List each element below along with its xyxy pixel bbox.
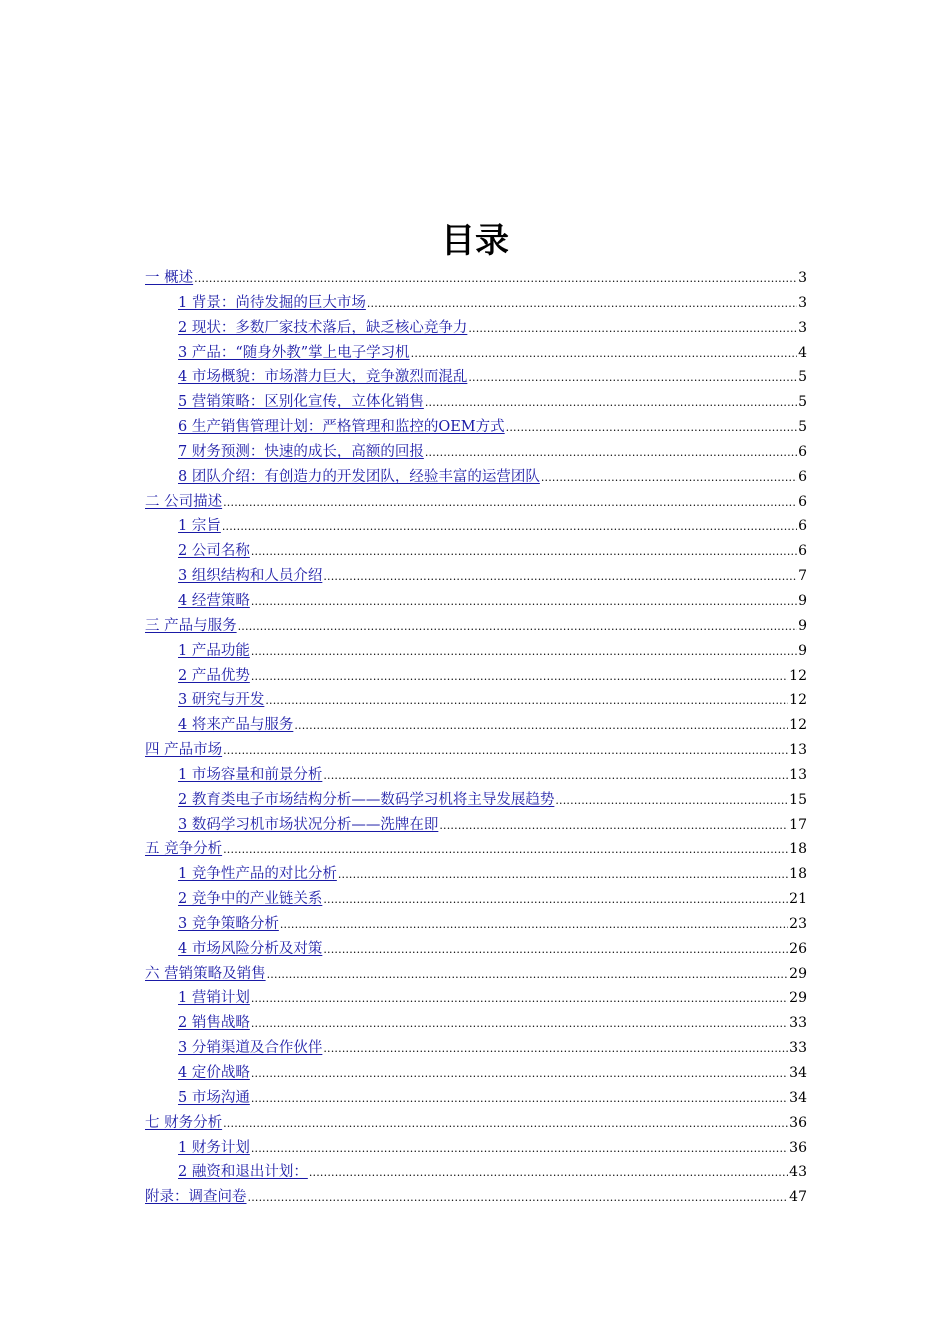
dot-leader	[323, 938, 788, 963]
dot-leader	[555, 789, 788, 814]
toc-page-number: 13	[789, 766, 807, 783]
toc-page-number: 23	[789, 915, 807, 932]
dot-leader	[251, 665, 788, 690]
toc-entry	[145, 664, 807, 689]
page-title: 目录	[441, 221, 509, 261]
toc-entry	[145, 291, 807, 316]
dot-leader	[439, 814, 788, 839]
toc-entry	[145, 316, 807, 341]
toc-entry	[145, 465, 807, 490]
dot-leader	[294, 714, 788, 739]
toc-entry	[145, 365, 807, 390]
toc-page-number: 21	[789, 891, 807, 908]
dot-leader	[411, 342, 797, 367]
dot-leader	[251, 640, 797, 665]
dot-leader	[265, 689, 788, 714]
toc-entry-link[interactable]: 3 数码学习机市场状况分析——洗牌在即	[178, 816, 439, 833]
toc-entry	[145, 937, 807, 962]
toc-entry-link[interactable]: 2 现状：多数厂家技术落后，缺乏核心竞争力	[178, 319, 468, 336]
toc-entry	[145, 390, 807, 415]
toc-entry-link[interactable]: 5 营销策略：区别化宣传，立体化销售	[178, 394, 424, 411]
toc-entry-link[interactable]: 七 财务分析	[145, 1114, 223, 1131]
toc-entry	[145, 813, 807, 838]
toc-entry	[145, 912, 807, 937]
toc-entry-link[interactable]: 2 教育类电子市场结构分析——数码学习机将主导发展趋势	[178, 791, 555, 808]
toc-entry-link[interactable]: 2 产品优势	[178, 667, 250, 684]
toc-entry-link[interactable]: 4 市场风险分析及对策	[178, 940, 323, 957]
toc-entry-link[interactable]: 2 融资和退出计划：	[178, 1164, 308, 1181]
toc-entry-link[interactable]: 2 竞争中的产业链关系	[178, 891, 323, 908]
toc-entry-link[interactable]: 3 竞争策略分析	[178, 915, 279, 932]
table-of-contents	[145, 266, 807, 1210]
toc-page-number: 7	[798, 568, 807, 585]
toc-page-number: 9	[798, 642, 807, 659]
toc-entry-link[interactable]: 3 产品：“随身外教”掌上电子学习机	[178, 344, 410, 361]
toc-page-number: 34	[789, 1065, 807, 1081]
toc-entry	[145, 738, 807, 763]
dot-leader	[251, 590, 797, 615]
toc-entry-link[interactable]: 五 竞争分析	[145, 841, 223, 858]
dot-leader	[251, 1012, 788, 1037]
toc-page-number: 26	[789, 940, 807, 957]
toc-page-number: 36	[789, 1114, 807, 1131]
toc-entry-link[interactable]: 2 公司名称	[178, 543, 250, 560]
toc-entry-link[interactable]: 7 财务预测：快速的成长，高额的回报	[178, 443, 424, 460]
toc-entry	[145, 490, 807, 515]
toc-page-number: 29	[789, 965, 807, 982]
toc-page-number: 17	[789, 816, 807, 833]
dot-leader	[223, 838, 788, 863]
toc-entry	[145, 713, 807, 738]
toc-entry	[145, 1061, 807, 1086]
toc-entry	[145, 837, 807, 862]
toc-entry	[145, 341, 807, 366]
toc-entry	[145, 1111, 807, 1136]
dot-leader	[251, 1137, 788, 1162]
toc-entry-link[interactable]: 1 财务计划	[178, 1139, 250, 1156]
toc-entry	[145, 639, 807, 664]
toc-page-number: 12	[789, 717, 807, 734]
toc-entry	[145, 415, 807, 440]
dot-leader	[251, 1062, 788, 1087]
dot-leader	[223, 1112, 788, 1137]
dot-leader	[425, 441, 797, 466]
toc-entry-link[interactable]: 2 销售战略	[178, 1015, 250, 1032]
toc-page-number: 6	[798, 493, 807, 510]
toc-entry-link[interactable]: 3 研究与开发	[178, 692, 265, 709]
toc-page-number: 47	[789, 1189, 807, 1206]
toc-page-number: 6	[798, 543, 807, 560]
toc-page-number: 43	[789, 1164, 807, 1181]
dot-leader	[223, 739, 788, 764]
dot-leader	[425, 391, 797, 416]
toc-page-number: 29	[789, 990, 807, 1007]
toc-entry-link[interactable]: 8 团队介绍：有创造力的开发团队，经验丰富的运营团队	[178, 468, 540, 485]
toc-entry	[145, 266, 807, 291]
toc-entry	[145, 564, 807, 589]
dot-leader	[309, 1161, 788, 1186]
toc-page-number: 13	[789, 742, 807, 759]
toc-entry	[145, 986, 807, 1011]
toc-entry	[145, 514, 807, 539]
dot-leader	[223, 491, 797, 516]
toc-page-number: 4	[798, 344, 807, 361]
toc-entry-link[interactable]: 4 将来产品与服务	[178, 717, 294, 734]
toc-entry-link[interactable]: 6 生产销售管理计划：严格管理和监控的OEM方式	[178, 419, 505, 436]
dot-leader	[323, 764, 788, 789]
dot-leader	[248, 1186, 789, 1211]
dot-leader	[323, 888, 788, 913]
toc-entry	[145, 1011, 807, 1036]
toc-entry	[145, 614, 807, 639]
toc-entry	[145, 1160, 807, 1185]
dot-leader	[338, 863, 788, 888]
toc-page-number: 6	[798, 518, 807, 535]
toc-entry-link[interactable]: 4 市场概貌：市场潜力巨大，竞争激烈而混乱	[178, 369, 468, 386]
toc-entry	[145, 539, 807, 564]
toc-entry	[145, 1036, 807, 1061]
dot-leader	[541, 466, 797, 491]
toc-page-number: 3	[798, 319, 807, 336]
toc-entry-link[interactable]: 1 产品功能	[178, 642, 250, 659]
toc-entry	[145, 440, 807, 465]
toc-page-number: 6	[798, 443, 807, 460]
toc-page-number: 12	[789, 667, 807, 684]
toc-page-number: 9	[798, 617, 807, 634]
toc-entry-link[interactable]: 一 概述	[145, 270, 194, 286]
toc-entry-link[interactable]: 1 背景：尚待发掘的巨大市场	[178, 294, 366, 311]
toc-page-number: 33	[789, 1015, 807, 1032]
dot-leader	[280, 913, 788, 938]
toc-entry-link[interactable]: 附录：调查问卷	[145, 1189, 247, 1206]
toc-entry-link[interactable]: 3 分销渠道及合作伙伴	[178, 1040, 323, 1057]
toc-entry-link[interactable]: 1 市场容量和前景分析	[178, 766, 323, 783]
toc-entry-link[interactable]: 1 宗旨	[178, 518, 221, 535]
dot-leader	[238, 615, 797, 640]
toc-page-number: 5	[798, 369, 807, 386]
toc-page-number: 33	[789, 1040, 807, 1057]
toc-entry-link[interactable]: 1 营销计划	[178, 990, 250, 1007]
dot-leader	[323, 1037, 788, 1062]
dot-leader	[267, 963, 789, 988]
dot-leader	[222, 515, 797, 540]
toc-page-number: 18	[789, 866, 807, 883]
dot-leader	[323, 565, 797, 590]
dot-leader	[251, 540, 797, 565]
toc-entry-link[interactable]: 4 经营策略	[178, 592, 250, 609]
toc-entry-link[interactable]: 5 市场沟通	[178, 1089, 250, 1106]
toc-entry	[145, 887, 807, 912]
dot-leader	[468, 366, 797, 391]
toc-entry	[145, 962, 807, 987]
dot-leader	[468, 317, 797, 342]
toc-entry-link[interactable]: 1 竞争性产品的对比分析	[178, 866, 337, 883]
toc-entry	[145, 589, 807, 614]
toc-page-number: 9	[798, 592, 807, 609]
toc-entry-link[interactable]: 四 产品市场	[145, 742, 223, 759]
toc-entry	[145, 1185, 807, 1210]
toc-entry-link[interactable]: 4 定价战略	[178, 1065, 250, 1081]
toc-entry-link[interactable]: 3 组织结构和人员介绍	[178, 568, 323, 585]
toc-entry	[145, 862, 807, 887]
toc-entry-link[interactable]: 六 营销策略及销售	[145, 965, 266, 982]
dot-leader	[506, 416, 797, 441]
toc-entry	[145, 763, 807, 788]
dot-leader	[251, 987, 788, 1012]
dot-leader	[367, 292, 797, 317]
toc-page-number: 3	[798, 294, 807, 311]
toc-page-number: 5	[798, 419, 807, 436]
toc-page-number: 5	[798, 394, 807, 411]
toc-page-number: 18	[789, 841, 807, 858]
dot-leader	[194, 267, 797, 292]
toc-page-number: 12	[789, 692, 807, 709]
toc-entry	[145, 788, 807, 813]
toc-page-number: 3	[798, 270, 807, 286]
toc-entry	[145, 1136, 807, 1161]
toc-page-number: 6	[798, 468, 807, 485]
toc-entry-link[interactable]: 二 公司描述	[145, 493, 223, 510]
toc-entry	[145, 688, 807, 713]
toc-page-number: 36	[789, 1139, 807, 1156]
toc-entry	[145, 1086, 807, 1111]
toc-entry-link[interactable]: 三 产品与服务	[145, 617, 237, 634]
toc-page-number: 15	[789, 791, 807, 808]
dot-leader	[251, 1087, 788, 1112]
toc-page-number: 34	[789, 1089, 807, 1106]
